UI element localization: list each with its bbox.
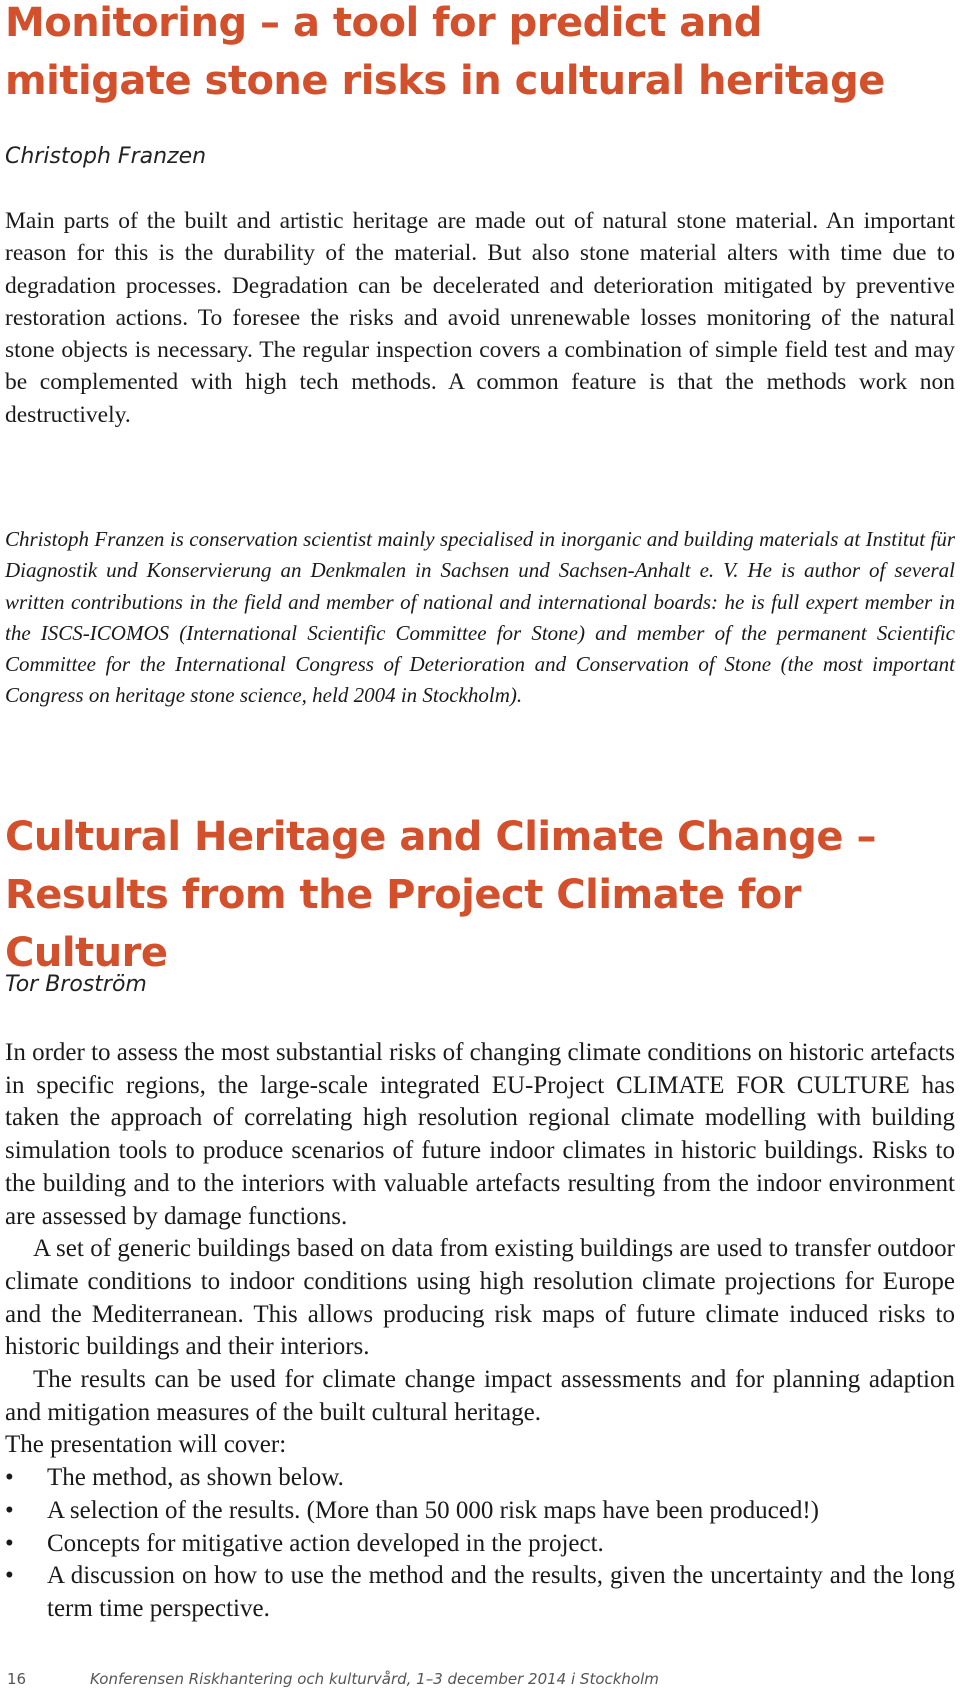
list-item: • A selection of the results. (More than 50 000 risk maps have been produced!): [5, 1495, 955, 1528]
article-1-author-bio: Christoph Franzen is conservation scientist mainly specialised in inorganic and building materials at Institut für Diagnostik und Konservierung an Denkmalen in Sachsen und Sachsen-Anhalt e. V. He is author of several written contributions in the field and member of national and international boards: he is full expert member in the ISCS-ICOMOS (International Scientific Committee for Stone) and member of the permanent Scientific Committee for the International Congress of Deterioration and Conservation of Stone (the most important Congress on heritage stone science, held 2004 in Stockholm).: [5, 527, 955, 708]
article-2-paragraph: The results can be used for climate change impact assessments and for planning adaption and mitigation measures of the built cultural heritage.: [5, 1366, 955, 1426]
article-2-paragraph: A set of generic buildings based on data from existing buildings are used to transfer outdoor climate conditions to indoor conditions using high resolution climate projections for Europe and the Mediterranean. This allows producing risk maps of future climate induced risks to historic buildings and their interiors.: [5, 1235, 955, 1361]
presentation-topics-list: [5, 1462, 955, 1626]
list-item: • Concepts for mitigative action developed in the project.: [5, 1528, 955, 1561]
article-2-list-intro: The presentation will cover:: [5, 1431, 287, 1459]
article-2-author: Tor Broström: [5, 972, 147, 997]
article-1-abstract: Main parts of the built and artistic heritage are made out of natural stone material. An important reason for this is the durability of the material. But also stone material alters with time due to degradation processes. Degradation can be decelerated and deterioration mitigated by preventive restoration actions. To foresee the risks and avoid unrenewable losses monitoring of the natural stone objects is necessary. The regular inspection covers a combination of simple field test and may be complemented with high tech methods. A common feature is that the methods work non destructively.: [5, 208, 955, 428]
page-number: 16: [7, 1670, 27, 1688]
list-item: • The method, as shown below.: [5, 1462, 955, 1495]
article-1-title: Monitoring – a tool for predict and mitigate stone risks in cultural heritage: [5, 0, 885, 104]
article-2-body: [5, 1037, 955, 1626]
article-1-author: Christoph Franzen: [5, 144, 207, 169]
article-2-paragraph: In order to assess the most substantial risks of changing climate conditions on historic artefacts in specific regions, the large-scale integrated EU-Project CLIMATE FOR CULTURE has taken the approach of correlating high resolution regional climate modelling with building simulation tools to produce scenarios of future indoor climates in historic buildings. Risks to the building and to the interiors with valuable artefacts resulting from the indoor environment are assessed by damage functions.: [5, 1039, 955, 1230]
article-2-title: Cultural Heritage and Climate Change – Results from the Project Climate for Culture: [5, 814, 876, 976]
conference-name: Konferensen Riskhantering och kulturvård, 1–3 december 2014 i Stockholm: [90, 1670, 659, 1688]
list-item: • A discussion on how to use the method and the results, given the uncertainty and the long term time perspective.: [5, 1560, 955, 1625]
